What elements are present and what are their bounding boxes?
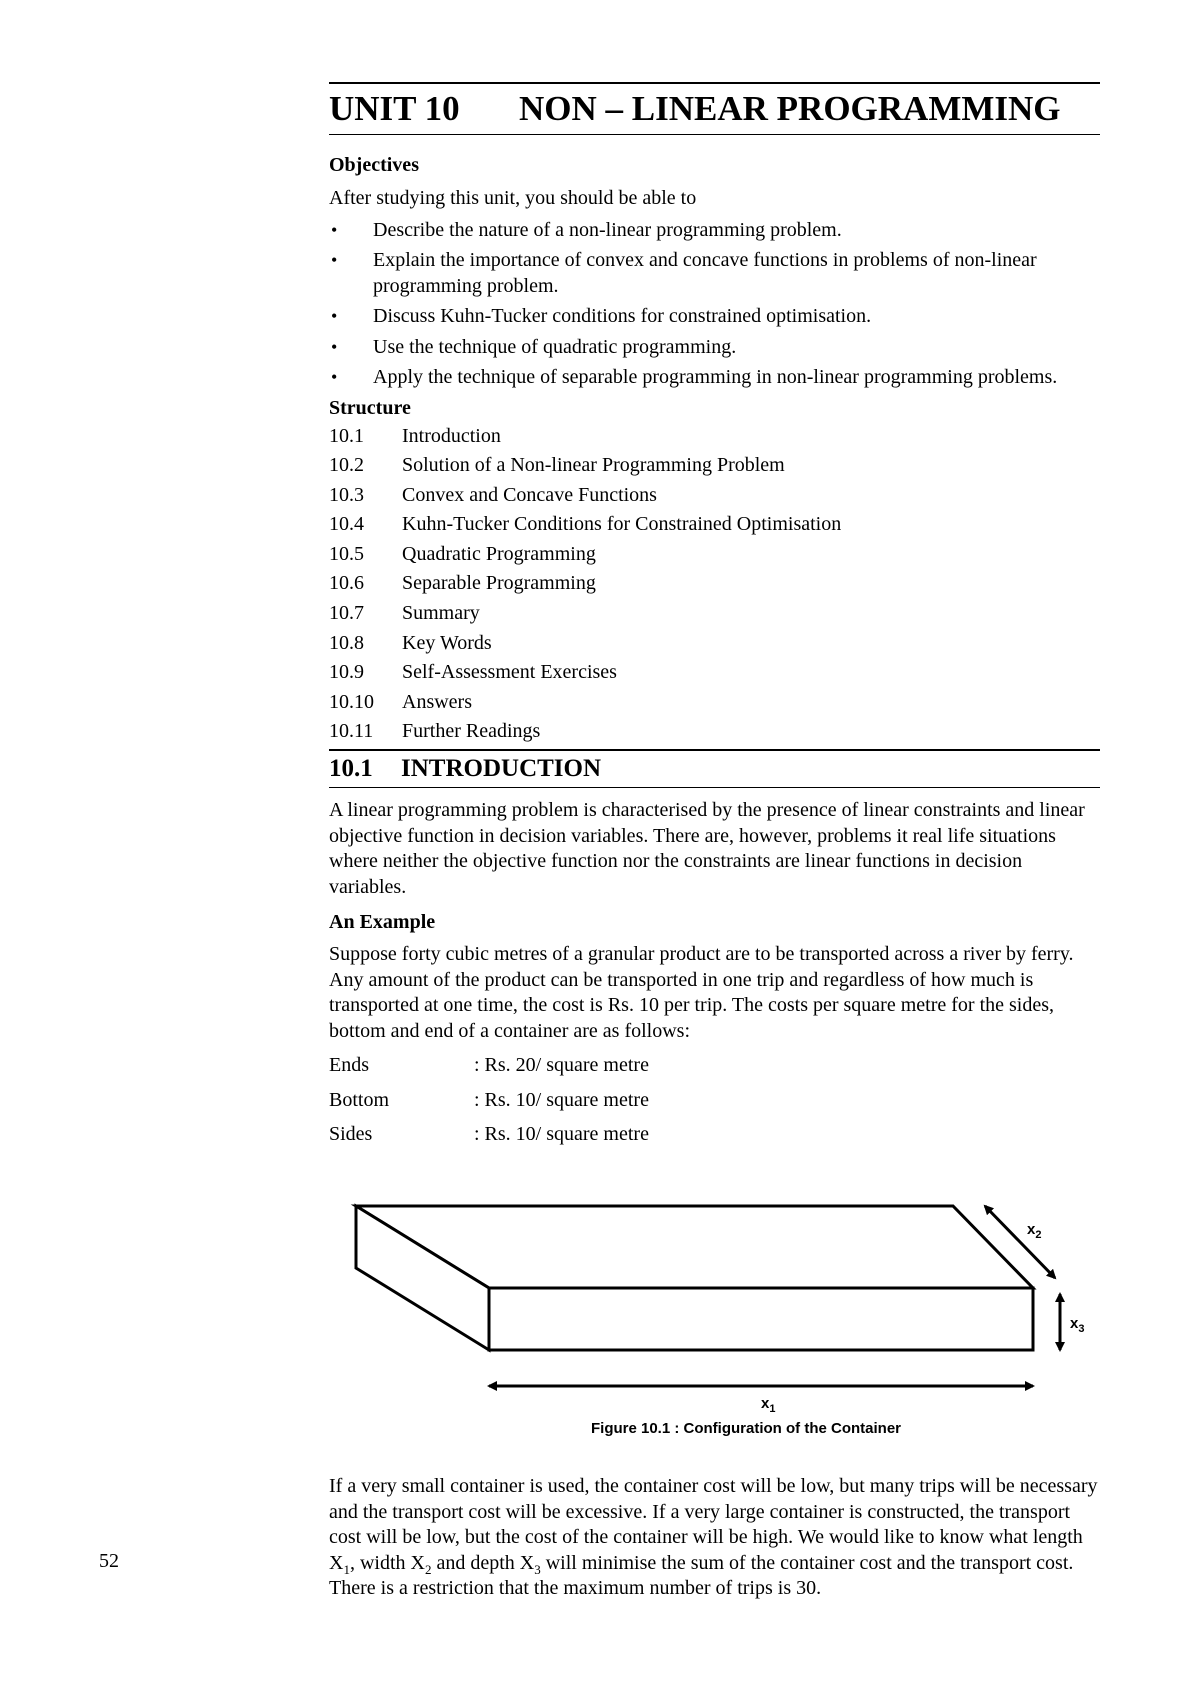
- figure-caption: Figure 10.1 : Configuration of the Container: [591, 1420, 902, 1437]
- section-title: 10.1 INTRODUCTION: [329, 755, 602, 783]
- container-diagram: [329, 1190, 1091, 1445]
- cost-list: [329, 1048, 1100, 1152]
- objectives-intro: After studying this unit, you should be able to: [329, 187, 697, 209]
- list-item: 10.6 Separable Programming: [329, 572, 596, 595]
- list-item: • Apply the technique of separable programming in non-linear programming problems.: [329, 365, 1100, 391]
- x3-label: $x_3$: [1070, 1315, 1085, 1335]
- introduction-paragraph: A linear programming problem is characterised by the presence of linear constraints and linear objective function in decision variables. There are, however, problems it real life situations where neither the objective function nor the constraints are linear functions in decision variables.: [329, 799, 1085, 898]
- list-item: • Describe the nature of a non-linear programming problem.: [329, 218, 1100, 244]
- structure-heading: Structure: [329, 396, 411, 419]
- box-front-face: [489, 1288, 1033, 1350]
- list-item: 10.9 Self-Assessment Exercises: [329, 661, 617, 684]
- objectives-heading: Objectives: [329, 154, 419, 176]
- bullet-icon: •: [331, 250, 338, 270]
- section-bottom-rule: [329, 787, 1100, 788]
- objectives-list: [329, 218, 1100, 391]
- structure-list: [329, 422, 1100, 748]
- x2-label: $x_2$: [1027, 1221, 1042, 1241]
- list-item: Ends : Rs. 20/ square metre: [329, 1054, 649, 1077]
- list-item: 10.5 Quadratic Programming: [329, 542, 596, 565]
- list-item: 10.10 Answers: [329, 690, 472, 713]
- title-bottom-rule: [329, 134, 1100, 135]
- list-item: 10.11 Further Readings: [329, 720, 541, 743]
- list-item: • Use the technique of quadratic programming.: [329, 335, 1100, 361]
- list-item: 10.4 Kuhn-Tucker Conditions for Constrained Optimisation: [329, 513, 842, 536]
- bullet-icon: •: [331, 367, 338, 387]
- example-heading: An Example: [329, 911, 436, 934]
- bullet-icon: •: [331, 336, 338, 357]
- container-figure: [329, 1190, 1091, 1445]
- list-item: Sides : Rs. 10/ square metre: [329, 1123, 649, 1146]
- bullet-icon: •: [331, 306, 338, 326]
- unit-number: UNIT 10: [329, 89, 460, 128]
- list-item: • Discuss Kuhn-Tucker conditions for constrained optimisation.: [329, 304, 1100, 330]
- unit-title: [329, 84, 1100, 134]
- unit-name: NON – LINEAR PROGRAMMING: [519, 89, 1061, 128]
- list-item: 10.1 Introduction: [329, 424, 501, 447]
- list-item: 10.3 Convex and Concave Functions: [329, 483, 657, 506]
- example-paragraph: Suppose forty cubic metres of a granular product are to be transported across a river by ferry. Any amount of the product can be transported in one trip and regardless of how much is transported at one time, the cost is Rs. 10 per trip. The costs per square metre for the sides, bottom and end of a container are as follows:: [329, 943, 1074, 1042]
- list-item: 10.8 Key Words: [329, 631, 492, 654]
- list-item: 10.2 Solution of a Non-linear Programming Problem: [329, 454, 785, 477]
- x1-label: $x_1$: [761, 1395, 776, 1415]
- list-item: • Explain the importance of convex and concave functions in problems of non-linear programming problem.: [331, 249, 1037, 297]
- page-content: [329, 82, 1100, 1152]
- page-number: 52: [99, 1550, 119, 1572]
- list-item: Bottom : Rs. 10/ square metre: [329, 1088, 649, 1111]
- bullet-icon: •: [331, 219, 338, 240]
- list-item: 10.7 Summary: [329, 602, 480, 625]
- closing-paragraph: If a very small container is used, the container cost will be low, but many trips will be necessary and the transport cost will be excessive. If a very large container is constructed, the transport cost will be low, but the cost of the container will be high. We would like to know what length $X_1$, width $X_2$ and depth $X_3$ will minimise the sum of the container cost and the transport cost. There is a restriction that the maximum number of trips is 30.: [329, 1475, 1098, 1599]
